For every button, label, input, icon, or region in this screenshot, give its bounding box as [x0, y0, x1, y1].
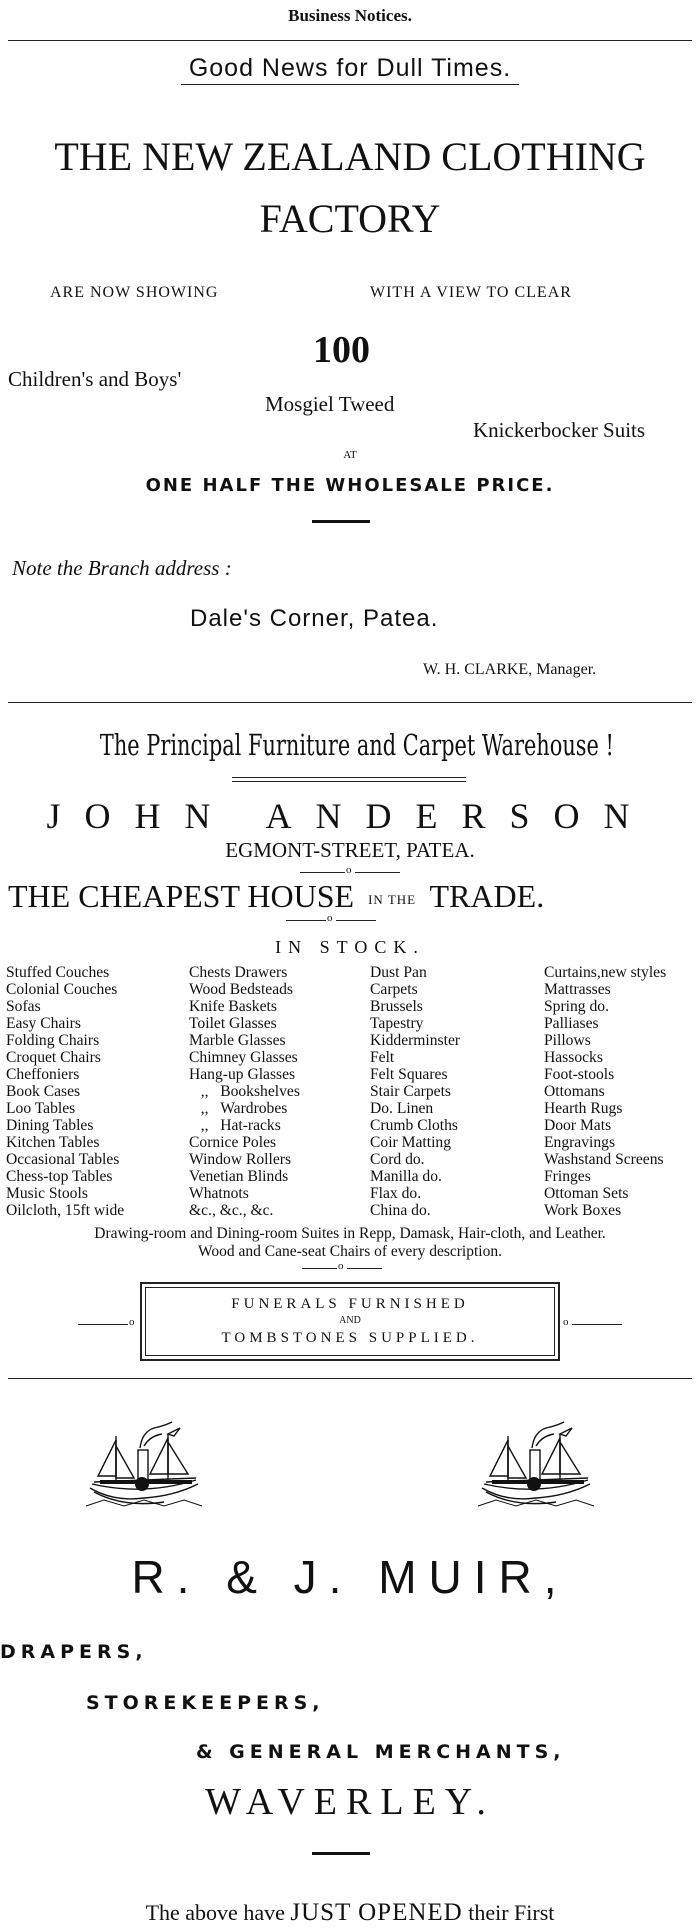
ornament-rule-2: o [286, 913, 376, 927]
list-item: ,, Bookshelves [189, 1083, 300, 1100]
cheapest-end: TRADE. [429, 878, 545, 914]
list-item: Stair Carpets [370, 1083, 451, 1100]
branch-note: Note the Branch address : [12, 556, 232, 580]
list-item: Occasional Tables [6, 1151, 120, 1168]
street-line: EGMONT-STREET, PATEA. [225, 838, 475, 862]
steamship-icon [476, 1418, 596, 1510]
list-item: Hang-up Glasses [189, 1066, 296, 1083]
list-item: Dust Pan [370, 964, 427, 981]
list-item: Book Cases [6, 1083, 81, 1100]
section-rule-2 [8, 1378, 692, 1379]
list-item: Ottomans [544, 1083, 605, 1100]
stock-column-4 [544, 964, 666, 1219]
list-item: Cheffoniers [6, 1066, 80, 1083]
suites-line-1: Drawing-room and Dining-room Suites in Repp, Damask, Hair-cloth, and Leather. [94, 1225, 606, 1242]
price-line: ONE HALF THE WHOLESALE PRICE. [145, 475, 555, 496]
headline-rule-a [232, 777, 466, 778]
item-knickerbocker: Knickerbocker Suits [473, 418, 646, 442]
list-item: Coir Matting [370, 1134, 451, 1151]
list-item: Pillows [544, 1032, 591, 1049]
list-item: Easy Chairs [6, 1015, 81, 1032]
suites-line-2: Wood and Cane-seat Chairs of every description. [198, 1243, 502, 1260]
town-rule [312, 1852, 370, 1855]
section-rule-1 [8, 702, 692, 703]
box-and: AND [339, 1315, 361, 1326]
furniture-headline-text: The Principal Furniture and Carpet Warehouse ! [99, 728, 614, 762]
list-item: Toilet Glasses [189, 1015, 277, 1032]
stock-column-2 [189, 964, 300, 1219]
list-item: Whatnots [189, 1185, 249, 1202]
factory-title-line2: FACTORY [259, 196, 441, 241]
item-childrens: Children's and Boys' [8, 367, 182, 391]
list-item: Oilcloth, 15ft wide [6, 1202, 125, 1219]
ornament-rule-1: o [300, 865, 400, 879]
trade-merchants: & GENERAL MERCHANTS, [196, 1741, 566, 1763]
tagline-text: Good News for Dull Times. [181, 54, 519, 85]
list-item: &c., &c., &c. [189, 1202, 274, 1219]
trade-drapers: DRAPERS, [0, 1641, 148, 1663]
list-item: Tapestry [370, 1015, 424, 1032]
footer-part-c: their First [468, 1900, 555, 1925]
cheapest-house [8, 878, 544, 915]
list-item: Kidderminster [370, 1032, 461, 1049]
furniture-headline [0, 728, 700, 763]
item-tweed: Mosgiel Tweed [265, 392, 395, 416]
list-item: Chess-top Tables [6, 1168, 113, 1185]
list-item: Foot-stools [544, 1066, 615, 1083]
header-rule [8, 40, 692, 41]
list-item: Hassocks [544, 1049, 603, 1066]
list-item: Chests Drawers [189, 964, 288, 981]
in-stock-heading: IN STOCK. [275, 937, 425, 957]
list-item: Stuffed Couches [6, 964, 110, 981]
list-item: Wood Bedsteads [189, 981, 293, 998]
list-item: ,, Hat-racks [189, 1117, 281, 1134]
funerals-box [140, 1282, 560, 1361]
list-item: Flax do. [370, 1185, 422, 1202]
showing-right: WITH A VIEW TO CLEAR [370, 284, 572, 301]
list-item: Cord do. [370, 1151, 425, 1168]
box-line-1: FUNERALS FURNISHED [231, 1296, 469, 1312]
page-header: Business Notices. [288, 6, 412, 25]
list-item: Curtains,new styles [544, 964, 667, 981]
cheapest-small: IN THE [368, 891, 417, 907]
trade-storekeepers: STOREKEEPERS, [86, 1692, 325, 1714]
list-item: Loo Tables [6, 1100, 76, 1117]
stock-column-1 [6, 964, 124, 1219]
at-label: AT [343, 449, 357, 461]
list-item: Crumb Cloths [370, 1117, 458, 1134]
list-item: Sofas [6, 998, 41, 1015]
list-item: Chimney Glasses [189, 1049, 298, 1066]
town-name: WAVERLEY. [205, 1781, 495, 1823]
tagline [0, 54, 700, 83]
cheapest-big: THE CHEAPEST HOUSE [8, 878, 355, 914]
firm-name: R. & J. MUIR, [131, 1551, 569, 1603]
list-item: Work Boxes [544, 1202, 622, 1219]
box-line-2: TOMBSTONES SUPPLIED. [221, 1330, 479, 1346]
list-item: Washstand Screens [544, 1151, 664, 1168]
list-item: Felt Squares [370, 1066, 448, 1083]
list-item: Manilla do. [370, 1168, 442, 1185]
owner-name: JOHN ANDERSON [46, 796, 654, 836]
list-item: Music Stools [6, 1185, 88, 1202]
footer-part-b: JUST OPENED [290, 1899, 463, 1926]
list-item: Spring do. [544, 998, 609, 1015]
headline-rule-b [232, 781, 466, 782]
box-connector-right: o [561, 1317, 623, 1331]
quantity: 100 [313, 329, 370, 371]
list-item: Brussels [370, 998, 423, 1015]
manager-line: W. H. CLARKE, Manager. [423, 661, 597, 678]
list-item: Palliases [544, 1015, 599, 1032]
list-item: Mattrasses [544, 981, 611, 998]
list-item: Colonial Couches [6, 981, 118, 998]
list-item: ,, Wardrobes [189, 1100, 288, 1117]
list-item: Hearth Rugs [544, 1100, 623, 1117]
list-item: Kitchen Tables [6, 1134, 100, 1151]
factory-title-line1: THE NEW ZEALAND CLOTHING [54, 134, 646, 179]
stock-column-3 [370, 964, 460, 1219]
list-item: Croquet Chairs [6, 1049, 101, 1066]
list-item: Knife Baskets [189, 998, 277, 1015]
list-item: Venetian Blinds [189, 1168, 289, 1185]
list-item: Felt [370, 1049, 395, 1066]
list-item: Carpets [370, 981, 418, 998]
showing-left: ARE NOW SHOWING [50, 284, 219, 301]
list-item: Dining Tables [6, 1117, 94, 1134]
list-item: Fringes [544, 1168, 591, 1185]
steamship-icon [84, 1418, 204, 1510]
box-connector-left: o [78, 1317, 140, 1331]
list-item: Cornice Poles [189, 1134, 277, 1151]
list-item: Engravings [544, 1134, 616, 1151]
list-item: Ottoman Sets [544, 1185, 629, 1202]
footer-line [0, 1899, 700, 1927]
list-item: China do. [370, 1202, 431, 1219]
list-item: Do. Linen [370, 1100, 434, 1117]
price-rule [312, 520, 370, 523]
branch-address: Dale's Corner, Patea. [190, 605, 439, 632]
ornament-rule-3: o [302, 1261, 382, 1275]
list-item: Door Mats [544, 1117, 612, 1134]
list-item: Folding Chairs [6, 1032, 100, 1049]
list-item: Window Rollers [189, 1151, 292, 1168]
footer-part-a: The above have [145, 1900, 285, 1925]
list-item: Marble Glasses [189, 1032, 286, 1049]
